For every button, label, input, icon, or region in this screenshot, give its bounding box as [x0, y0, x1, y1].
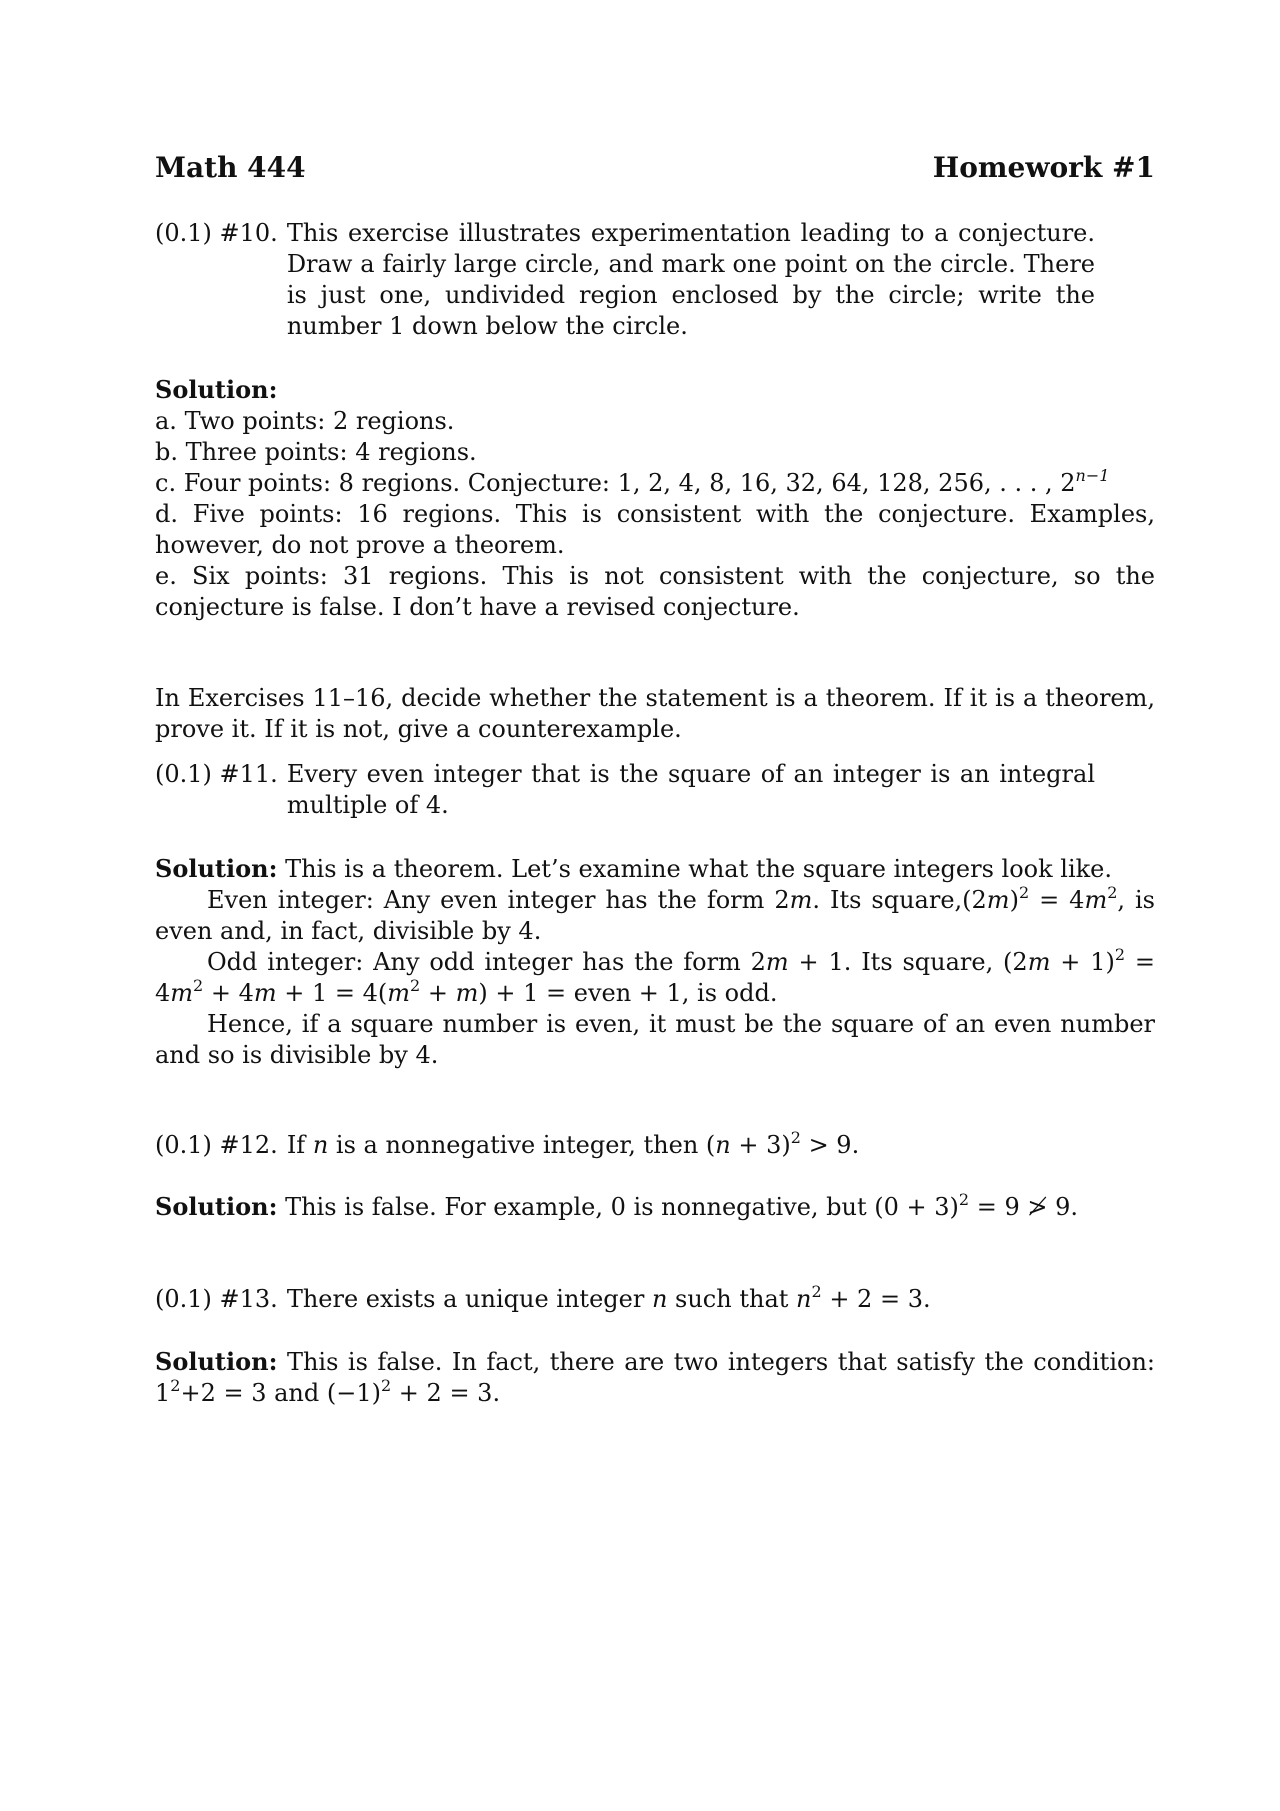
course-title: Math 444 — [155, 151, 306, 184]
solution-12: Solution: This is false. For example, 0 is nonnegative, but $(0 + 3)^2 = 9$ ≯ 9. — [155, 1190, 1078, 1221]
exercise-text: This exercise illustrates experimentation leading to a conjecture. Draw a fairly large circle, and mark one point on the circle. There is just one, undivided region enclosed by the circle; write the number 1 down below the circle. — [286, 219, 1095, 340]
conclusion-paragraph: Hence, if a square number is even, it must be the square of an even number and so is divisible by 4. — [155, 1010, 1155, 1069]
exercise-text: Every even integer that is the square of an integer is an integral multiple of 4. — [286, 760, 1095, 819]
solution-line-a: a. Two points: 2 regions. — [155, 407, 455, 435]
exercise-label: (0.1) #12. — [155, 1131, 278, 1159]
exercise-10 — [155, 218, 1095, 342]
exercise-label: (0.1) #13. — [155, 1285, 278, 1313]
exercise-13 — [155, 1284, 1095, 1315]
solution-line-d: d. Five points: 16 regions. This is consistent with the conjecture. Examples, however, do not prove a theorem. — [155, 500, 1155, 559]
exercise-12 — [155, 1130, 1095, 1161]
exercise-11 — [155, 759, 1095, 821]
solution-heading: Solution: — [155, 375, 278, 404]
exercise-text: There exists a unique integer n such that $n^2 + 2 = 3$. — [286, 1282, 931, 1313]
solution-11 — [155, 853, 1155, 1071]
exercises-intro: In Exercises 11–16, decide whether the statement is a theorem. If it is a theorem, prove it. If it is not, give a counterexample. — [155, 684, 1155, 743]
solution-13: Solution: This is false. In fact, there are two integers that satisfy the condition: $1^2+2 = 3$ and $(-1)^2 + 2 = 3$. — [155, 1347, 1155, 1407]
solution-10 — [155, 374, 1155, 623]
exercise-text: If n is a nonnegative integer, then $(n + 3)^2 > 9$. — [286, 1128, 860, 1159]
solution-line-e: e. Six points: 31 regions. This is not consistent with the conjecture, so the conjecture is false. I don’t have a revised conjecture. — [155, 562, 1155, 621]
odd-integer-paragraph: Odd integer: Any odd integer has the form 2m + 1. Its square, $(2m + 1)^2 = 4m^2 + 4m + 1 = 4(m^2 + m) + 1$ = even + 1, is odd. — [155, 945, 1155, 1007]
homework-title: Homework #1 — [932, 151, 1155, 184]
exercise-label: (0.1) #11. — [155, 760, 278, 788]
solution-line-c: c. Four points: 8 regions. Conjecture: 1, 2, 4, 8, 16, 32, 64, 128, 256, . . . , $2^{n-1}$ — [155, 466, 1110, 497]
solution-lead: Solution: This is a theorem. Let’s examine what the square integers look like. — [155, 854, 1112, 883]
page-header — [155, 150, 1155, 186]
even-integer-paragraph: Even integer: Any even integer has the form 2m. Its $square,(2m)^2 = 4m^2$, is even and, in fact, divisible by 4. — [155, 883, 1155, 945]
solution-line-b: b. Three points: 4 regions. — [155, 438, 477, 466]
exercise-label: (0.1) #10. — [155, 219, 278, 247]
